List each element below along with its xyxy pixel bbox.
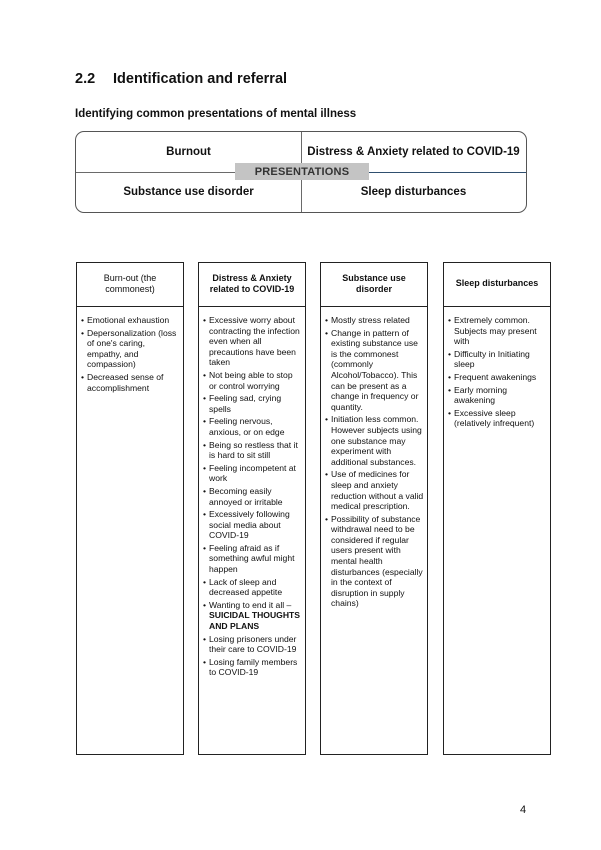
list-item: • Wanting to end it all – SUICIDAL THOUGHTS AND PLANS — [203, 599, 301, 632]
page-number: 4 — [520, 804, 527, 816]
column-divider — [77, 306, 183, 311]
column-divider — [199, 306, 305, 311]
list-item: • Initiation less common. However subjects using one substance may experiment with additional substances. — [325, 414, 422, 467]
column-divider — [321, 306, 427, 311]
list-item: • Feeling sad, crying spells — [203, 393, 282, 414]
list-item: • Early morning awakening — [448, 384, 508, 406]
list-item: • Becoming easily annoyed or irritable — [203, 485, 283, 507]
section-title: Identification and referral — [113, 71, 288, 87]
column-header: Distress & Anxiety related to COVID-19 — [209, 272, 295, 294]
list-item: • Not being able to stop or control worrying — [203, 369, 293, 391]
list-item: • Change in pattern of existing substance use is the commonest (commonly Alcohol/Tobacco). This can be present as a change in frequency or quantity. — [325, 327, 419, 412]
list-item: • Use of medicines for sleep and anxiety reduction without a valid medical prescription. — [325, 469, 424, 512]
column-divider — [444, 306, 550, 311]
presentation-distress-anxiety: Distress & Anxiety related to COVID-19 — [307, 146, 520, 158]
list-item: • Excessive worry about contracting the infection even when all precautions have been taken — [203, 315, 300, 368]
column-distress-anxiety — [198, 262, 306, 755]
suicidal-emphasis: SUICIDAL THOUGHTS AND PLANS — [209, 610, 301, 632]
presentation-sleep: Sleep disturbances — [360, 186, 467, 198]
list-item: • Lack of sleep and decreased appetite — [203, 576, 283, 598]
column-sleep — [443, 262, 551, 755]
column-burnout — [76, 262, 184, 755]
list-item: • Decreased sense of accomplishment — [81, 371, 164, 393]
list-item: • Depersonalization (loss of one's caring, empathy, and compassion) — [81, 327, 177, 370]
list-item: • Extremely common. Subjects may present with — [448, 315, 537, 347]
list-item: • Frequent awakenings — [448, 371, 537, 382]
list-item: • Feeling nervous, anxious, or on edge — [203, 416, 285, 437]
column-list — [77, 315, 183, 393]
list-item: • Emotional exhaustion — [81, 315, 170, 325]
section-number: 2.2 — [75, 71, 96, 87]
list-item: • Possibility of substance withdrawal need to be considered if regular users present with mental health disturbances (especially in the context of disruption in supply chains) — [325, 513, 423, 609]
list-item: • Excessive sleep (relatively infrequent) — [448, 407, 535, 429]
list-item: • Mostly stress related — [325, 315, 410, 325]
section-heading — [75, 71, 287, 87]
list-item: • Losing family members to COVID-19 — [203, 656, 298, 678]
list-item: • Difficulty in Initiating sleep — [448, 348, 530, 370]
list-item: • Feeling incompetent at work — [203, 462, 296, 484]
column-header: Substance use disorder — [342, 272, 406, 294]
column-header: Burn-out (the commonest) — [103, 272, 157, 294]
column-list — [199, 315, 305, 678]
list-item: • Losing prisoners under their care to COVID-19 — [203, 633, 297, 655]
column-list — [444, 315, 550, 429]
list-item: • Excessively following social media about COVID-19 — [203, 509, 290, 541]
presentation-substance-use: Substance use disorder — [123, 186, 254, 198]
column-header: Sleep disturbances — [455, 278, 539, 288]
list-item: • Being so restless that it is hard to sit still — [203, 439, 298, 461]
column-list — [321, 315, 427, 609]
presentation-burnout: Burnout — [166, 146, 211, 158]
list-item: • Feeling afraid as if something awful might happen — [203, 542, 295, 575]
subheading: Identifying common presentations of mental illness — [75, 108, 357, 120]
presentations-banner: PRESENTATIONS — [235, 163, 369, 180]
column-substance-use — [320, 262, 428, 755]
